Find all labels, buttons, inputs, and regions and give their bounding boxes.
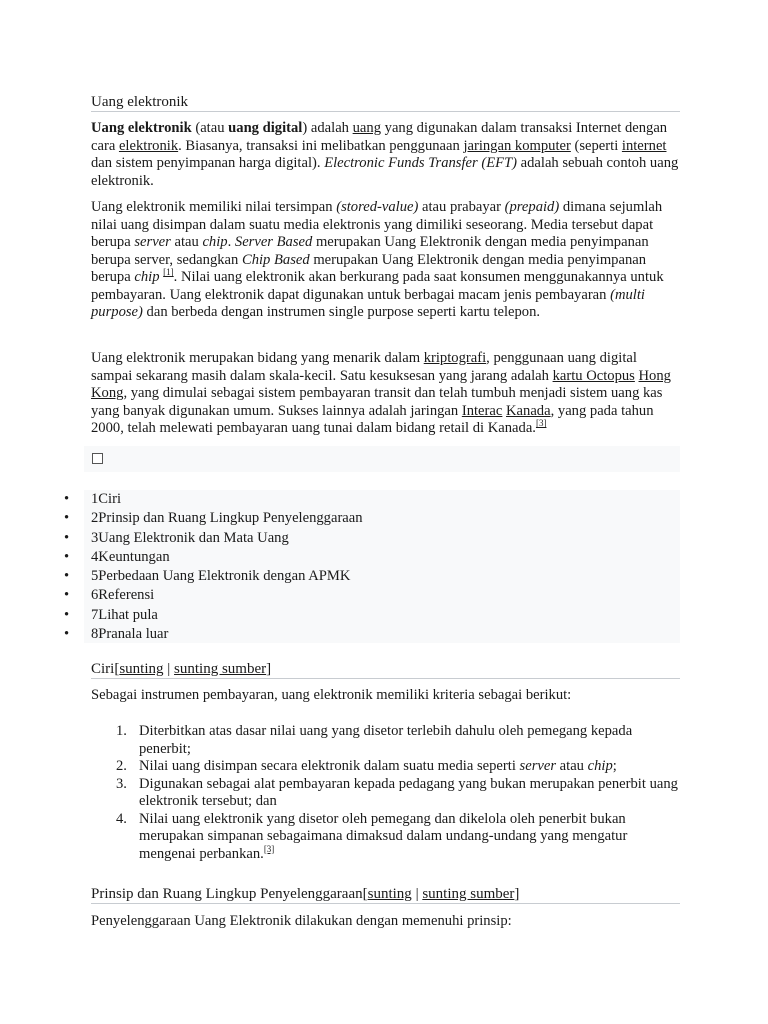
bullet-icon: • — [64, 548, 70, 565]
link-internet[interactable]: internet — [621, 137, 667, 154]
list-number: 3. — [116, 775, 127, 792]
section-heading-prinsip — [91, 885, 680, 904]
text-italic: (multi purpose) — [91, 286, 645, 320]
toc-item[interactable] — [64, 548, 680, 567]
text-italic: chip — [134, 269, 160, 285]
toc-item[interactable] — [64, 529, 680, 548]
ciri-intro — [91, 687, 681, 705]
toc-item[interactable] — [64, 509, 680, 528]
toc-item-label: 1Ciri — [91, 491, 121, 507]
section-heading-text: Prinsip dan Ruang Lingkup Penyelenggaraan — [91, 886, 363, 902]
text: dimana sejumlah nilai uang disimpan dalam suatu media elektronis yang dimiliki seseorang. Media tersebut dapat berupa — [91, 199, 663, 250]
link-uang[interactable]: uang — [352, 120, 381, 136]
bullet-icon: • — [64, 491, 70, 507]
link-kanada[interactable]: Kanada — [506, 402, 551, 419]
text: adalah sebuah contoh uang elektronik. — [91, 155, 679, 189]
text: Uang elektronik memiliki nilai tersimpan — [91, 199, 337, 215]
bullet-icon: • — [64, 587, 70, 604]
ciri-list — [91, 723, 681, 863]
edit-source-link[interactable]: sunting sumber — [422, 886, 515, 902]
list-item — [91, 776, 681, 811]
toc-item-label: 8Pranala luar — [91, 626, 169, 643]
term-bold: Uang elektronik — [91, 120, 192, 136]
text: . Biasanya, transaksi ini melibatkan penggunaan — [178, 137, 464, 154]
intro-paragraph-3 — [91, 350, 681, 438]
intro-paragraph-1 — [91, 120, 681, 190]
toc-item[interactable] — [64, 625, 680, 644]
toc-header — [84, 446, 680, 472]
reference-link[interactable]: [3] — [535, 418, 547, 429]
text: , penggunaan uang digital sampai sekarang masih dalam skala-kecil. Satu kesuksesan yang jarang adalah — [91, 350, 637, 384]
page-title-text: Uang elektronik — [91, 94, 189, 110]
text-italic: (prepaid) — [504, 199, 560, 215]
ciri-intro-text: Sebagai instrumen pembayaran, uang elektronik memiliki kriteria sebagai berikut: — [91, 687, 572, 703]
list-number: 1. — [116, 723, 127, 739]
link-interac[interactable]: Interac — [461, 402, 503, 419]
list-item-text: ; — [612, 758, 617, 774]
list-item — [91, 723, 681, 758]
toc-item[interactable] — [64, 567, 680, 586]
edit-source-link[interactable]: sunting sumber — [174, 661, 267, 677]
text-italic: server — [134, 234, 171, 250]
prinsip-intro-text: Penyelenggaraan Uang Elektronik dilakukan dengan memenuhi prinsip: — [91, 913, 512, 929]
toc-item-label: 6Referensi — [91, 587, 155, 604]
bullet-icon: • — [64, 606, 70, 623]
list-number: 4. — [116, 810, 127, 827]
text: dan sistem penyimpanan harga digital). — [91, 155, 325, 171]
toc-item-label: 4Keuntungan — [91, 548, 170, 565]
text: (seperti — [570, 137, 622, 154]
toc-item-label: 3Uang Elektronik dan Mata Uang — [91, 529, 289, 546]
table-of-contents — [64, 490, 680, 643]
edit-separator: | — [411, 886, 423, 902]
bullet-icon: • — [64, 510, 70, 527]
section-heading-text: Ciri — [91, 661, 115, 677]
toc-list — [64, 490, 680, 644]
text: Uang elektronik merupakan bidang yang menarik dalam — [91, 350, 424, 366]
prinsip-intro — [91, 913, 681, 931]
text: yang digunakan dalam transaksi Internet dengan cara — [91, 120, 668, 154]
toc-item[interactable] — [64, 490, 680, 509]
text-italic: chip — [202, 234, 228, 250]
bullet-icon: • — [64, 626, 70, 643]
text-italic: (stored-value) — [336, 199, 419, 215]
link-kriptografi[interactable]: kriptografi — [423, 350, 487, 366]
text: . Nilai uang elektronik akan berkurang pada saat konsumen menggunakannya untuk pembayaran. Uang elektronik dapat digunakan untuk berbagai macam jenis pembayaran — [91, 269, 664, 303]
text: (atau — [191, 120, 229, 136]
text-italic: Chip Based — [241, 251, 310, 268]
text-italic: server — [519, 758, 557, 774]
toc-item[interactable] — [64, 586, 680, 605]
text-italic: chip — [587, 758, 613, 774]
reference-link[interactable]: [1] — [163, 267, 174, 278]
edit-link[interactable]: sunting — [119, 661, 164, 677]
text: merupakan Uang Elektronik dengan media penyimpanan berupa — [91, 251, 647, 285]
text: merupakan Uang Elektronik dengan media penyimpanan berupa server, sedangkan — [91, 234, 649, 268]
text: atau — [170, 234, 203, 250]
list-number: 2. — [116, 758, 127, 774]
edit-bracket: ] — [266, 661, 272, 677]
list-item-text: Nilai uang elektronik yang disetor oleh pemegang dan dikelola oleh penerbit bukan merupakan simpanan sebagaimana dimaksud dalam undang-undang yang mengatur mengenai perbankan. — [139, 810, 628, 862]
edit-bracket: [ — [362, 886, 368, 902]
link-jaringan-komputer[interactable]: jaringan komputer — [463, 137, 571, 154]
text: dan berbeda dengan instrumen single purpose seperti kartu telepon. — [142, 304, 541, 320]
text-italic: Server Based — [234, 234, 313, 250]
edit-separator: | — [163, 661, 175, 677]
bullet-icon: • — [64, 529, 70, 546]
text: , yang dimulai sebagai sistem pembayaran transit dan telah tumbuh menjadi sistem uang kas yang banyak digunakan umum. Sukses lainnya adalah jaringan — [91, 385, 663, 419]
text: , yang pada tahun 2000, telah melewati pembayaran uang tunai dalam bidang retail di Kanada. — [91, 402, 654, 436]
list-item-text: atau — [556, 758, 588, 774]
toc-toggle-checkbox-icon[interactable] — [92, 453, 103, 464]
list-item — [91, 758, 681, 776]
section-heading-ciri — [91, 660, 680, 679]
link-hong-kong[interactable]: Hong Kong — [91, 367, 671, 401]
edit-bracket: [ — [114, 661, 120, 677]
text: . — [227, 234, 235, 250]
text: atau prabayar — [418, 199, 505, 215]
toc-item-label: 2Prinsip dan Ruang Lingkup Penyelenggaraan — [91, 510, 363, 527]
term-bold: uang digital — [228, 120, 303, 136]
bullet-icon: • — [64, 568, 70, 585]
toc-item-label: 7Lihat pula — [91, 606, 158, 623]
intro-paragraph-2 — [91, 199, 681, 322]
list-item-text: Digunakan sebagai alat pembayaran kepada pedagang yang bukan merupakan penerbit uang elektronik tersebut; dan — [139, 775, 678, 809]
list-item-text: Nilai uang disimpan secara elektronik dalam suatu media seperti — [139, 758, 520, 774]
list-item — [91, 811, 681, 864]
reference-link[interactable]: [3] — [263, 843, 275, 854]
toc-item[interactable] — [64, 606, 680, 625]
edit-link[interactable]: sunting — [367, 886, 412, 902]
edit-bracket: ] — [514, 886, 520, 902]
text-italic: Electronic Funds Transfer (EFT) — [324, 155, 517, 171]
page-title — [91, 93, 680, 112]
list-item-text: Diterbitkan atas dasar nilai uang yang disetor terlebih dahulu oleh pemegang kepada penerbit; — [139, 723, 633, 757]
text: ) adalah — [302, 120, 353, 136]
link-kartu-octopus[interactable]: kartu Octopus — [552, 367, 635, 384]
toc-item-label: 5Perbedaan Uang Elektronik dengan APMK — [91, 568, 351, 585]
link-elektronik[interactable]: elektronik — [118, 137, 179, 154]
